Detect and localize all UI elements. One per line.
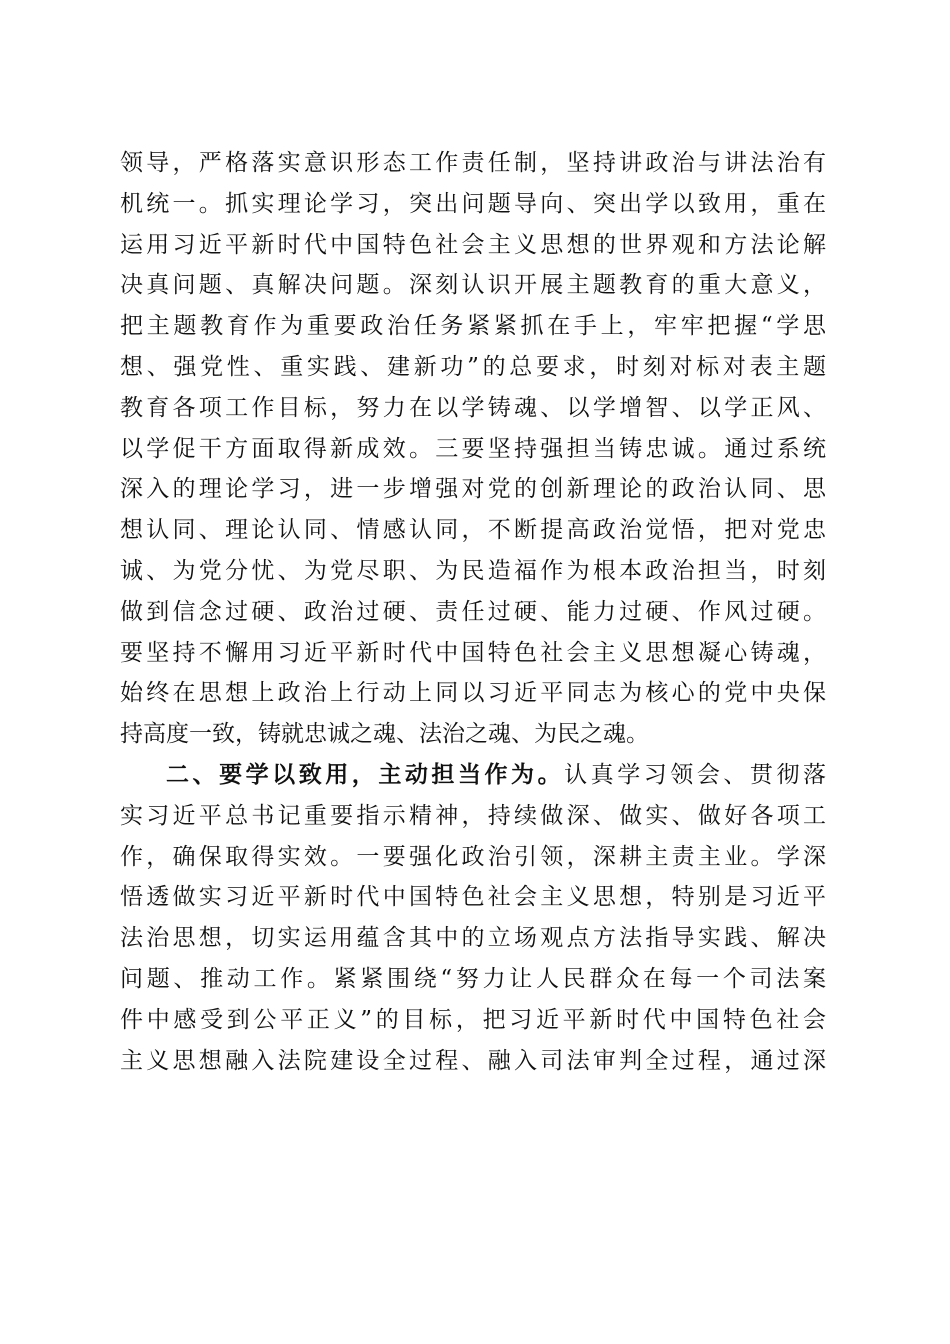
section-heading: 二、要学以致用，主动担当作为。: [166, 761, 565, 788]
document-body: [120, 143, 826, 1081]
text-line: 想认同、理论认同、情感认同，不断提高政治觉悟，把对党忠: [120, 517, 826, 544]
text-line: 教育各项工作目标，努力在以学铸魂、以学增智、以学正风、: [120, 394, 826, 421]
text-line: 要坚持不懈用习近平新时代中国特色社会主义思想凝心铸魂，: [120, 639, 826, 666]
text-line: 决真问题、真解决问题。深刻认识开展主题教育的重大意义，: [120, 272, 826, 299]
text-line: 实习近平总书记重要指示精神，持续做深、做实、做好各项工: [120, 802, 826, 829]
text-line: 悟透做实习近平新时代中国特色社会主义思想，特别是习近平: [120, 884, 826, 911]
text-line: 问题、推动工作。紧紧围绕“努力让人民群众在每一个司法案: [120, 965, 826, 992]
text-line: 运用习近平新时代中国特色社会主义思想的世界观和方法论解: [120, 231, 826, 258]
text-line: 以学促干方面取得新成效。三要坚持强担当铸忠诚。通过系统: [120, 435, 826, 462]
text-line: 把主题教育作为重要政治任务紧紧抓在手上，牢牢把握“学思: [120, 313, 826, 340]
text-run: 认真学习领会、贯彻落: [564, 761, 826, 788]
text-line: 件中感受到公平正义”的目标，把习近平新时代中国特色社会: [120, 1006, 826, 1033]
text-line: 想、强党性、重实践、建新功”的总要求，时刻对标对表主题: [120, 353, 826, 380]
text-line: 主义思想融入法院建设全过程、融入司法审判全过程，通过深: [120, 1047, 826, 1074]
text-line: 做到信念过硬、政治过硬、责任过硬、能力过硬、作风过硬。: [120, 598, 826, 625]
text-line: 持高度一致，铸就忠诚之魂、法治之魂、为民之魂。: [120, 721, 649, 748]
paragraph-2-first-line: [120, 755, 826, 796]
text-line: 领导，严格落实意识形态工作责任制，坚持讲政治与讲法治有: [120, 150, 826, 176]
text-line: 作，确保取得实效。一要强化政治引领，深耕主责主业。学深: [120, 843, 826, 870]
text-line: 诚、为党分忧、为党尽职、为民造福作为根本政治担当，时刻: [120, 557, 826, 584]
text-line: 深入的理论学习，进一步增强对党的创新理论的政治认同、思: [120, 476, 826, 503]
text-line: 法治思想，切实运用蕴含其中的立场观点方法指导实践、解决: [120, 925, 826, 952]
text-line: 始终在思想上政治上行动上同以习近平同志为核心的党中央保: [120, 680, 826, 707]
paragraph-2: [120, 755, 826, 1081]
paragraph-1: [120, 143, 826, 755]
text-line: 机统一。抓实理论学习，突出问题导向、突出学以致用，重在: [120, 190, 826, 217]
